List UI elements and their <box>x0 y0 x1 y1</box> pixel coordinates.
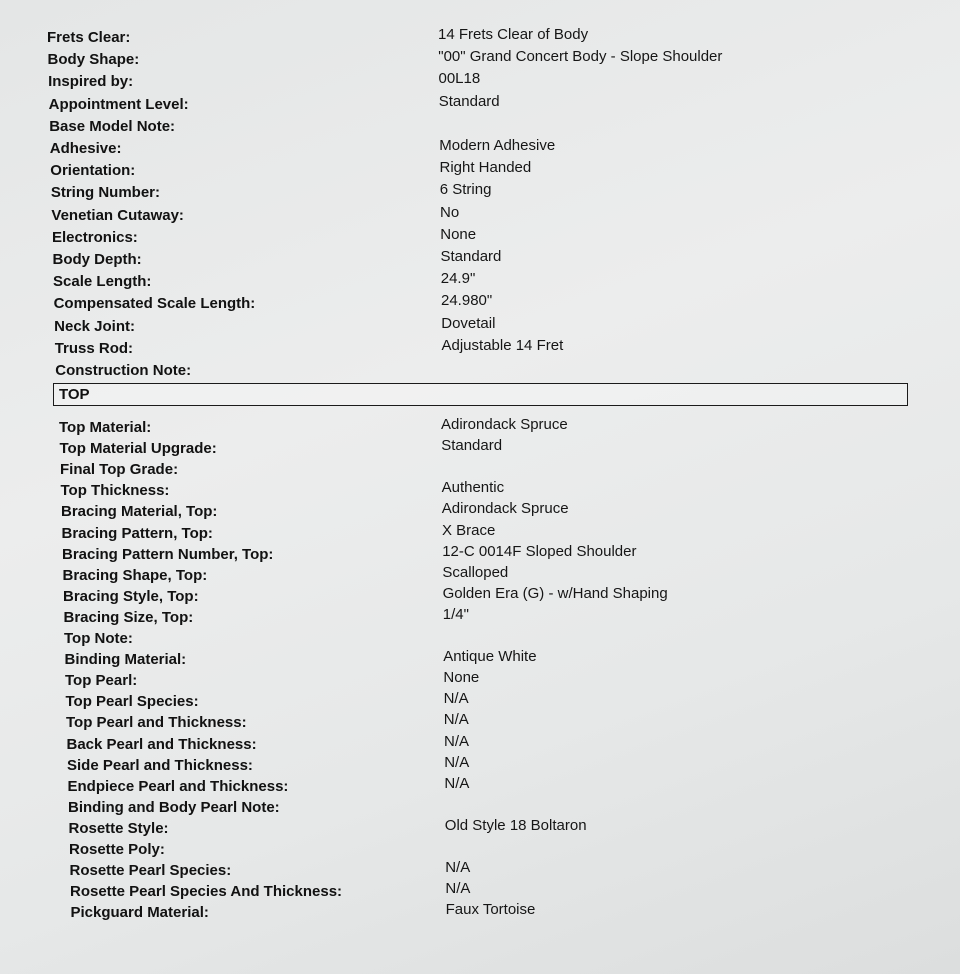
spec-label: Rosette Pearl Species And Thickness: <box>70 883 343 901</box>
spec-label: Construction Note: <box>55 362 192 379</box>
spec-label: Electronics: <box>51 228 138 246</box>
spec-value: Modern Adhesive <box>439 137 556 154</box>
top-section-title: TOP <box>59 386 90 403</box>
spec-value: Standard <box>441 437 503 455</box>
spec-value: Adjustable 14 Fret <box>441 336 564 354</box>
spec-value: Scalloped <box>442 563 509 581</box>
spec-row <box>48 72 133 92</box>
spec-row <box>49 117 175 137</box>
spec-row <box>52 228 138 248</box>
spec-row <box>50 161 135 181</box>
spec-row <box>64 629 133 649</box>
spec-value: "00" Grand Concert Body - Slope Shoulder <box>438 48 723 66</box>
spec-value: N/A <box>444 732 470 750</box>
spec-value: None <box>440 225 477 243</box>
spec-value: Standard <box>440 248 502 265</box>
spec-row <box>66 692 199 712</box>
spec-row <box>51 183 160 203</box>
spec-value: Authentic <box>441 479 505 497</box>
spec-value: Adirondack Spruce <box>441 416 568 433</box>
spec-row <box>61 502 217 522</box>
spec-row <box>69 840 165 860</box>
spec-row <box>54 317 135 337</box>
spec-label: Rosette Style: <box>68 819 169 837</box>
spec-label: Top Material Upgrade: <box>59 440 217 458</box>
spec-value: Faux Tortoise <box>445 901 536 919</box>
spec-label: Back Pearl and Thickness: <box>66 735 257 753</box>
spec-label: Top Thickness: <box>60 482 170 500</box>
spec-label: Bracing Material, Top: <box>61 503 218 521</box>
spec-row <box>61 481 170 501</box>
spec-value: N/A <box>444 774 470 792</box>
spec-label: Bracing Style, Top: <box>63 587 199 605</box>
spec-row <box>71 903 209 923</box>
spec-value: Antique White <box>443 648 537 666</box>
spec-label: Pickguard Material: <box>70 904 209 922</box>
spec-value: X Brace <box>442 521 496 539</box>
spec-label: Side Pearl and Thickness: <box>67 756 253 774</box>
spec-row <box>69 819 169 839</box>
spec-row <box>49 95 189 115</box>
spec-row <box>63 566 208 586</box>
spec-label: Body Depth: <box>52 251 142 268</box>
spec-label: Adhesive: <box>49 140 122 157</box>
spec-value: Right Handed <box>439 159 532 177</box>
spec-value: N/A <box>445 859 471 877</box>
spec-value: 1/4" <box>442 605 469 623</box>
spec-row <box>65 671 137 691</box>
spec-label: Top Pearl: <box>65 672 138 690</box>
spec-label: Truss Rod: <box>54 339 134 357</box>
spec-value: Golden Era (G) - w/Hand Shaping <box>442 584 668 602</box>
spec-label: Venetian Cutaway: <box>51 206 184 224</box>
spec-value: Dovetail <box>441 314 496 332</box>
spec-label: Orientation: <box>50 162 136 180</box>
spec-label: Top Pearl and Thickness: <box>66 714 247 732</box>
spec-label: Binding Material: <box>64 651 187 669</box>
spec-row <box>53 272 151 292</box>
spec-value: N/A <box>445 880 471 898</box>
spec-value: 00L18 <box>438 70 481 88</box>
spec-label: Frets Clear: <box>47 29 131 46</box>
spec-value: 24.9" <box>440 270 476 288</box>
spec-label: Scale Length: <box>53 273 152 291</box>
spec-label: Top Note: <box>64 630 133 647</box>
spec-label: Endpiece Pearl and Thickness: <box>67 777 289 795</box>
spec-value: 6 String <box>439 181 492 199</box>
spec-row <box>70 861 232 881</box>
spec-label: Rosette Pearl Species: <box>69 862 232 880</box>
spec-label: String Number: <box>50 184 161 202</box>
spec-value: Adirondack Spruce <box>441 500 569 518</box>
spec-row <box>60 460 178 480</box>
spec-label: Body Shape: <box>47 51 140 69</box>
spec-row <box>68 798 280 818</box>
spec-row <box>60 439 217 459</box>
spec-label: Top Pearl Species: <box>65 693 199 711</box>
spec-value: No <box>440 203 460 221</box>
spec-label: Inspired by: <box>48 73 134 91</box>
spec-row <box>62 524 213 544</box>
spec-row <box>67 756 253 776</box>
spec-row <box>64 608 194 628</box>
spec-label: Bracing Shape, Top: <box>62 566 208 584</box>
spec-label: Final Top Grade: <box>60 461 179 479</box>
spec-label: Bracing Pattern Number, Top: <box>62 545 274 563</box>
spec-row <box>54 294 256 314</box>
spec-row <box>51 206 184 226</box>
spec-label: Binding and Body Pearl Note: <box>68 798 280 816</box>
spec-value: None <box>443 669 480 687</box>
spec-row <box>66 713 247 733</box>
spec-label: Appointment Level: <box>48 95 189 113</box>
spec-value: 24.980" <box>441 292 493 310</box>
spec-label: Neck Joint: <box>54 317 135 335</box>
spec-label: Rosette Poly: <box>69 841 165 858</box>
spec-label: Bracing Size, Top: <box>63 608 194 626</box>
spec-label: Compensated Scale Length: <box>53 295 256 313</box>
spec-row <box>62 545 273 565</box>
spec-row <box>48 50 140 70</box>
spec-value: N/A <box>443 711 469 729</box>
spec-label: Top Material: <box>59 419 152 436</box>
spec-row <box>50 139 122 159</box>
spec-value: Standard <box>438 92 500 110</box>
spec-value: N/A <box>444 753 470 771</box>
spec-row <box>55 361 191 381</box>
spec-value: 14 Frets Clear of Body <box>438 26 589 43</box>
spec-label: Bracing Pattern, Top: <box>61 524 213 542</box>
spec-value: Old Style 18 Boltaron <box>444 816 587 834</box>
spec-row <box>53 250 142 270</box>
spec-value: 12-C 0014F Sloped Shoulder <box>442 542 637 560</box>
spec-row <box>65 650 187 670</box>
spec-row <box>63 587 199 607</box>
spec-value: N/A <box>443 690 469 708</box>
spec-row <box>67 735 257 755</box>
spec-row <box>47 28 130 48</box>
top-section-header <box>53 383 908 406</box>
spec-row <box>70 882 342 902</box>
spec-row <box>59 418 151 438</box>
spec-label: Base Model Note: <box>49 117 176 135</box>
spec-row <box>55 339 133 359</box>
spec-row <box>68 777 289 797</box>
